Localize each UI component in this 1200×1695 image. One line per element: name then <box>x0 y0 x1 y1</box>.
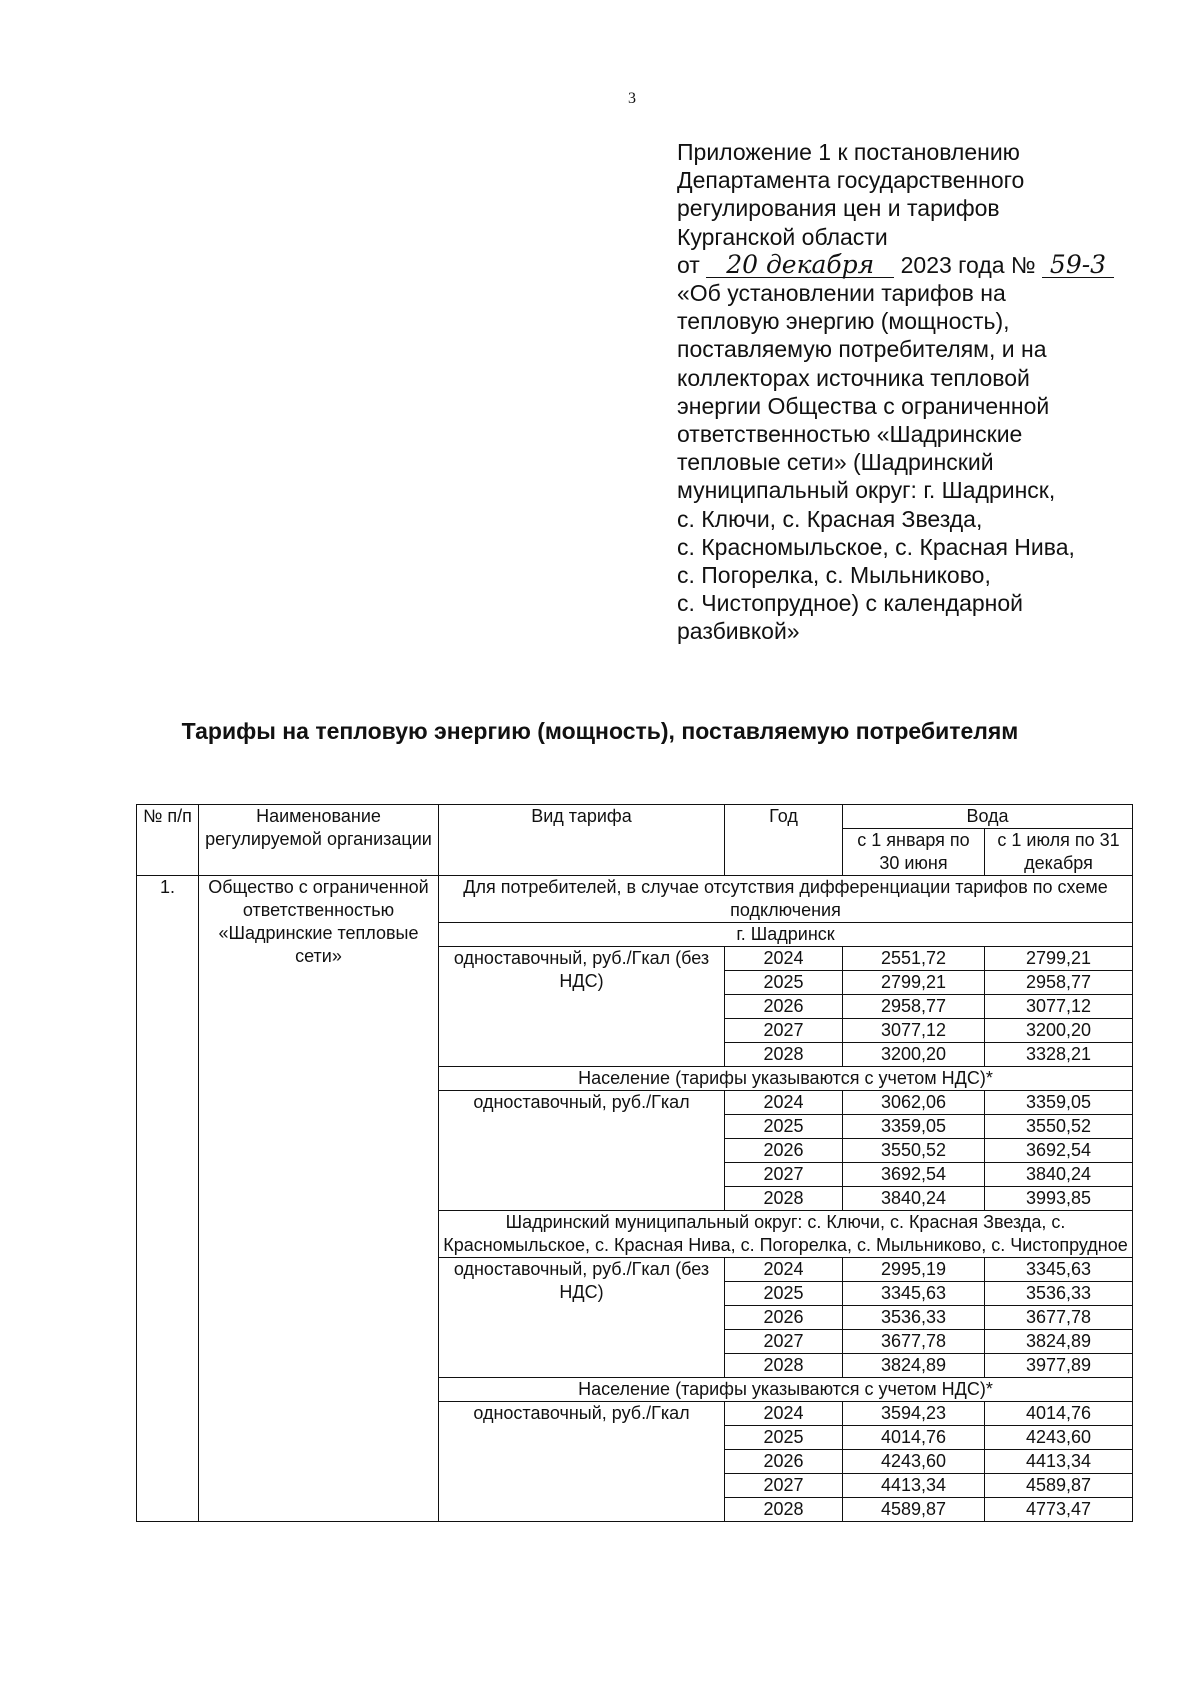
appendix-line: коллекторах источника тепловой <box>677 364 1030 391</box>
appendix-date-line <box>677 251 1147 279</box>
handwritten-date: 20 декабря <box>706 253 894 278</box>
year-text: 2023 года № <box>900 251 1036 278</box>
tariff-type-label: одноставочный, руб./Гкал (без НДС) <box>439 1258 725 1378</box>
tariff-jul-dec: 3077,12 <box>985 995 1133 1019</box>
tariff-jan-jun: 3692,54 <box>843 1163 985 1187</box>
year-cell: 2027 <box>725 1474 843 1498</box>
tariff-type-label: одноставочный, руб./Гкал <box>439 1402 725 1522</box>
appendix-line: Приложение 1 к постановлению <box>677 139 1020 165</box>
tariff-jul-dec: 3840,24 <box>985 1163 1133 1187</box>
tariff-jan-jun: 2958,77 <box>843 995 985 1019</box>
tariff-jul-dec: 3677,78 <box>985 1306 1133 1330</box>
tariff-jul-dec: 3550,52 <box>985 1115 1133 1139</box>
year-cell: 2024 <box>725 947 843 971</box>
appendix-line: поставляемую потребителям, и на <box>677 336 1047 363</box>
appendix-line: разбивкой» <box>677 618 800 645</box>
tariff-jul-dec: 3692,54 <box>985 1139 1133 1163</box>
tariff-table <box>136 804 1133 1522</box>
page-number: 3 <box>628 90 636 107</box>
tariff-jul-dec: 3977,89 <box>985 1354 1133 1378</box>
tariff-jan-jun: 3536,33 <box>843 1306 985 1330</box>
area-heading: Шадринский муниципальный округ: с. Ключи, с. Красная Звезда, с. Красномыльское, с. Красная Нива, с. Погорелка, с. Мыльниково, с. Чистопрудное <box>439 1211 1133 1258</box>
tariff-jan-jun: 2551,72 <box>843 947 985 971</box>
tariff-jan-jun: 3550,52 <box>843 1139 985 1163</box>
tariff-jan-jun: 4014,76 <box>843 1426 985 1450</box>
year-cell: 2025 <box>725 1115 843 1139</box>
tariff-jul-dec: 4413,34 <box>985 1450 1133 1474</box>
header-water: Вода <box>843 805 1133 829</box>
tariff-jul-dec: 3536,33 <box>985 1282 1133 1306</box>
year-cell: 2026 <box>725 1450 843 1474</box>
header-jan-jun: с 1 января по 30 июня <box>843 829 985 876</box>
from-label: от <box>677 251 700 278</box>
year-cell: 2027 <box>725 1019 843 1043</box>
appendix-line: с. Чистопрудное) с календарной <box>677 590 1024 617</box>
tariff-jan-jun: 2995,19 <box>843 1258 985 1282</box>
organization-name: Общество с ограниченной ответственностью «Шадринские тепловые сети» <box>199 876 439 1522</box>
year-cell: 2027 <box>725 1330 843 1354</box>
tariff-jan-jun: 3077,12 <box>843 1019 985 1043</box>
tariff-type-label: одноставочный, руб./Гкал <box>439 1091 725 1211</box>
tariff-jul-dec: 4243,60 <box>985 1426 1133 1450</box>
appendix-line: с. Красномыльское, с. Красная Нива, <box>677 533 1075 560</box>
year-cell: 2025 <box>725 1282 843 1306</box>
appendix-line: Департамента государственного <box>677 167 1025 194</box>
appendix-block <box>677 138 1147 646</box>
row-number: 1. <box>137 876 199 1522</box>
tariff-jul-dec: 4589,87 <box>985 1474 1133 1498</box>
year-cell: 2026 <box>725 1306 843 1330</box>
area-heading: г. Шадринск <box>439 923 1133 947</box>
tariff-jul-dec: 4014,76 <box>985 1402 1133 1426</box>
appendix-line: с. Погорелка, с. Мыльниково, <box>677 562 991 589</box>
tariff-jul-dec: 3328,21 <box>985 1043 1133 1067</box>
header-num: № п/п <box>137 805 199 876</box>
year-cell: 2026 <box>725 1139 843 1163</box>
header-organization: Наименование регулируемой организации <box>199 805 439 876</box>
tariff-jul-dec: 3359,05 <box>985 1091 1133 1115</box>
section-row <box>137 876 1133 923</box>
section-general: Для потребителей, в случае отсутствия дифференциации тарифов по схеме подключения <box>439 876 1133 923</box>
tariff-type-label: одноставочный, руб./Гкал (без НДС) <box>439 947 725 1067</box>
tariff-jan-jun: 4589,87 <box>843 1498 985 1522</box>
year-cell: 2025 <box>725 971 843 995</box>
tariff-jan-jun: 3840,24 <box>843 1187 985 1211</box>
year-cell: 2027 <box>725 1163 843 1187</box>
tariff-jul-dec: 3200,20 <box>985 1019 1133 1043</box>
appendix-line: тепловую энергию (мощность), <box>677 308 1010 335</box>
year-cell: 2026 <box>725 995 843 1019</box>
year-cell: 2024 <box>725 1258 843 1282</box>
tariff-jul-dec: 2799,21 <box>985 947 1133 971</box>
appendix-line: энергии Общества с ограниченной <box>677 392 1050 419</box>
header-jul-dec: с 1 июля по 31 декабря <box>985 829 1133 876</box>
appendix-line: с. Ключи, с. Красная Звезда, <box>677 505 983 532</box>
year-cell: 2028 <box>725 1187 843 1211</box>
year-cell: 2028 <box>725 1498 843 1522</box>
population-heading: Население (тарифы указываются с учетом НДС)* <box>439 1067 1133 1091</box>
appendix-line: «Об установлении тарифов на <box>677 280 1006 307</box>
tariff-jan-jun: 4413,34 <box>843 1474 985 1498</box>
appendix-line: ответственностью «Шадринские <box>677 421 1023 448</box>
tariff-jul-dec: 3345,63 <box>985 1258 1133 1282</box>
tariff-jan-jun: 3824,89 <box>843 1354 985 1378</box>
population-heading: Население (тарифы указываются с учетом НДС)* <box>439 1378 1133 1402</box>
tariff-jan-jun: 4243,60 <box>843 1450 985 1474</box>
tariff-jul-dec: 3993,85 <box>985 1187 1133 1211</box>
year-cell: 2028 <box>725 1354 843 1378</box>
header-year: Год <box>725 805 843 876</box>
appendix-line: регулирования цен и тарифов <box>677 195 1000 222</box>
tariff-jan-jun: 3359,05 <box>843 1115 985 1139</box>
tariff-jan-jun: 2799,21 <box>843 971 985 995</box>
tariff-jul-dec: 4773,47 <box>985 1498 1133 1522</box>
appendix-line: Курганской области <box>677 223 888 250</box>
year-cell: 2028 <box>725 1043 843 1067</box>
header-tariff-type: Вид тарифа <box>439 805 725 876</box>
tariff-jan-jun: 3345,63 <box>843 1282 985 1306</box>
year-cell: 2024 <box>725 1402 843 1426</box>
appendix-line: муниципальный округ: г. Шадринск, <box>677 477 1056 504</box>
tariff-jul-dec: 3824,89 <box>985 1330 1133 1354</box>
year-cell: 2024 <box>725 1091 843 1115</box>
tariff-jan-jun: 3677,78 <box>843 1330 985 1354</box>
tariff-jul-dec: 2958,77 <box>985 971 1133 995</box>
document-title: Тарифы на тепловую энергию (мощность), поставляемую потребителям <box>181 718 1019 744</box>
year-cell: 2025 <box>725 1426 843 1450</box>
tariff-jan-jun: 3062,06 <box>843 1091 985 1115</box>
appendix-line: тепловые сети» (Шадринский <box>677 449 994 476</box>
tariff-jan-jun: 3594,23 <box>843 1402 985 1426</box>
header-row <box>137 805 1133 829</box>
handwritten-number: 59-3 <box>1042 253 1114 278</box>
tariff-jan-jun: 3200,20 <box>843 1043 985 1067</box>
